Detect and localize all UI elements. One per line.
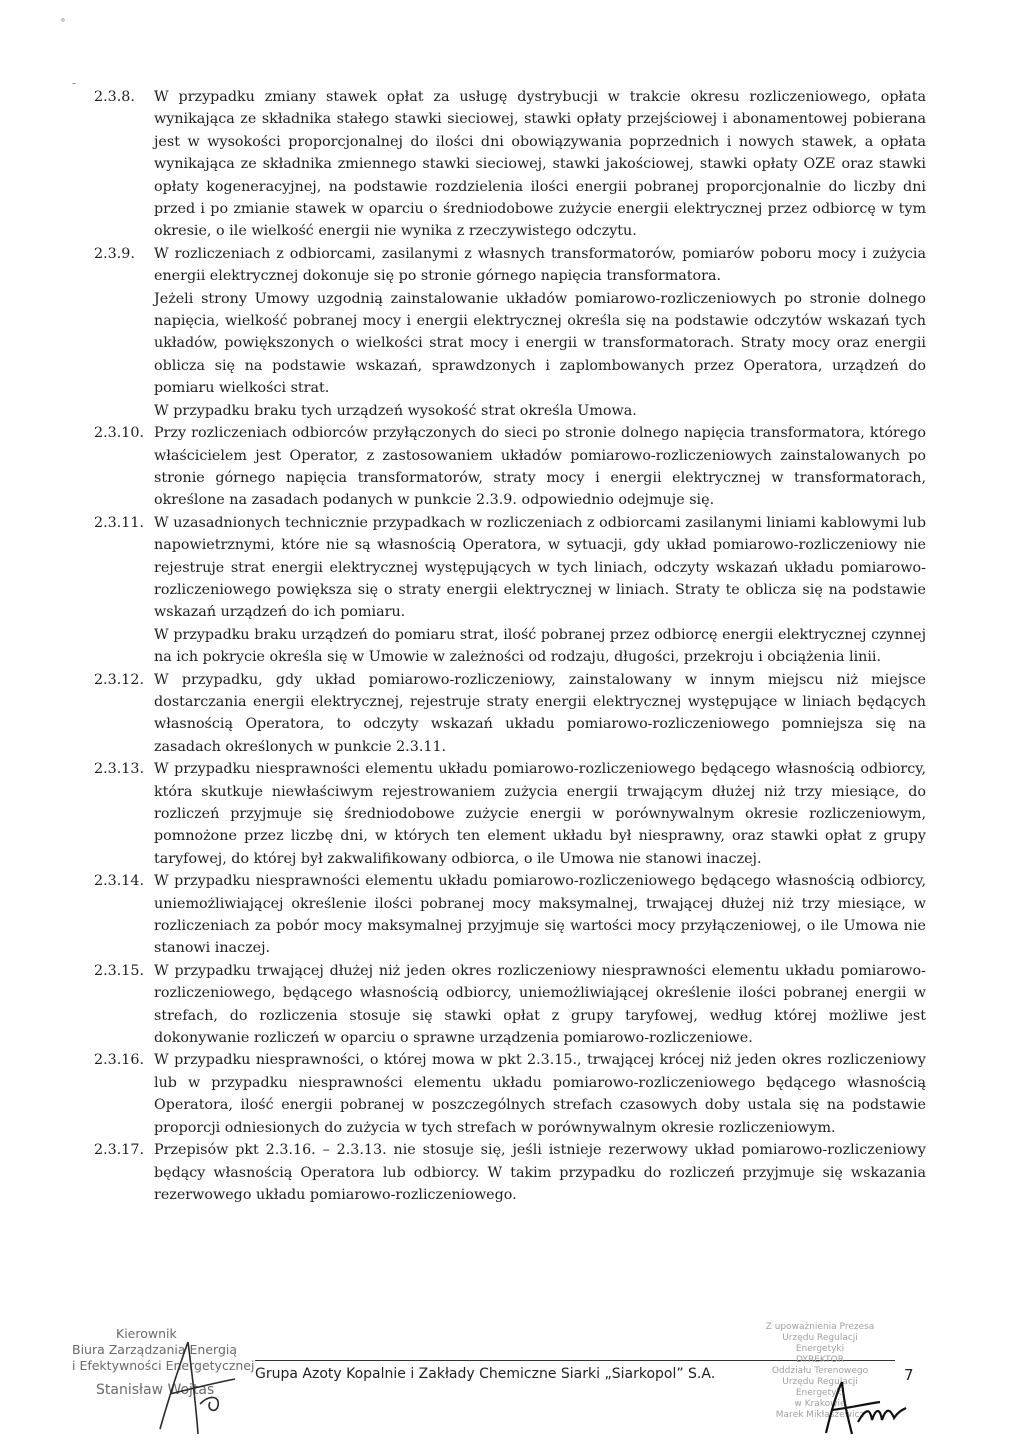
stamp-department-2: i Efektywności Energetycznej — [72, 1358, 255, 1373]
paragraph-text: W przypadku niesprawności elementu układu pomiarowo-rozliczeniowego będącego własnością odbiorcy, uniemożliwiającej określenie ilości pobranej mocy maksymalnej, trwającej dłużej niż trzy miesiące, w rozliczeniach za pobór mocy maksymalnej przyjmuje się wartości mocy przyłączeniowej, o ile Umowa nie stanowi inaczej. — [154, 873, 926, 957]
section-item — [94, 870, 926, 960]
stamp-line: Marek Mikłaszewicz — [775, 1410, 865, 1420]
section-number: 2.3.11. — [94, 514, 145, 531]
page-number: 7 — [904, 1366, 914, 1384]
section-text — [154, 1049, 926, 1139]
stamp-line: Z upoważnienia Prezesa — [765, 1322, 875, 1332]
stamp-line: Oddziału Terenowego — [771, 1366, 869, 1376]
section-text — [154, 422, 926, 512]
section-number: 2.3.8. — [94, 89, 135, 105]
section-number: 2.3.13. — [94, 761, 145, 778]
stamp-name: Stanisław Wojtas — [96, 1382, 215, 1398]
section-number: 2.3.9. — [94, 245, 135, 262]
paragraph-text: W przypadku zmiany stawek opłat za usługę dystrybucji w trakcie okresu rozliczeniowego, opłata wynikająca ze składnika stałego stawki sieciowej, stawki opłaty przejściowej i abonamentowej pobierana jest w wysokości proporcjonalnej do ilości dni obowiązywania poprzednich i nowych stawek, a opłata wynikająca ze składnika zmiennego stawki sieciowej, stawki jakościowej, stawki opłaty OZE oraz stawki opłaty kogeneracyjnej, na podstawie rozdzielenia ilości energii pobranej proporcjonalnie do liczby dni przed i po zmianie stawek w oparciu o średniodobowe zużycie energii elektrycznej przez odbiorcę w tym okresie, o ile wielkość energii nie wynika z rzeczywistego odczytu. — [154, 89, 926, 240]
section-item — [94, 422, 926, 512]
section-text — [154, 960, 926, 1050]
section-text — [154, 243, 926, 422]
section-item — [94, 1049, 926, 1139]
left-signature — [140, 1334, 250, 1440]
document-body — [94, 86, 926, 1206]
footer-company: Grupa Azoty Kopalnie i Zakłady Chemiczne Siarki „Siarkopol” S.A. — [255, 1366, 716, 1382]
section-text — [154, 669, 926, 759]
section-item — [94, 512, 926, 669]
section-text — [154, 86, 926, 243]
section-text — [154, 512, 926, 669]
paragraph-text: W uzasadnionych technicznie przypadkach w rozliczeniach z odbiorcami zasilanymi liniami kablowymi lub napowietrznymi, które nie są własnością Operatora, w sytuacji, gdy układ pomiarowo-rozliczeniowy nie rejestruje strat energii elektrycznej występujących w tych liniach, odczyty wskazań układu pomiarowo-rozliczeniowego powiększa się o straty energii elektrycznej w liniach. Straty te oblicza się na podstawie wskazań urządzeń do ich pomiaru. — [154, 514, 926, 621]
scan-marks: ˚ - — [60, 18, 77, 90]
paragraph-text: W przypadku trwającej dłużej niż jeden okres rozliczeniowy niesprawności elementu układu pomiarowo-rozliczeniowego, będącego własnością odbiorcy, uniemożliwiającej określenie ilości pobranej energii w strefach, do rozliczenia stosuje się stawki opłat z grupy taryfowej, według której możliwe jest dokonywanie rozliczeń w oparciu o sprawne urządzenia pomiarowo-rozliczeniowe. — [154, 962, 926, 1047]
paragraph-text: W przypadku, gdy układ pomiarowo-rozliczeniowy, zainstalowany w innym miejscu niż miejsce dostarczania energii elektrycznej, rejestruje straty energii elektrycznej występujące w liniach będących własnością Operatora, to odczyty wskazań układu pomiarowo-rozliczeniowego pomniejsza się na zasadach określonych w punkcie 2.3.11. — [154, 671, 926, 755]
paragraph-text: Jeżeli strony Umowy uzgodnią zainstalowanie układów pomiarowo-rozliczeniowych po stronie dolnego napięcia, wielkość pobranej mocy i energii elektrycznej określa się na podstawie odczytów wskazań tych układów, powiększonych o wielkości strat mocy i energii w transformatorach. Straty mocy oraz energii oblicza się na podstawie wskazań, sprawdzonych i zaplombowanych przez Operatora, urządzeń do pomiaru wielkości strat. — [154, 290, 926, 397]
paragraph-text: Przy rozliczeniach odbiorców przyłączonych do sieci po stronie dolnego napięcia transformatora, którego właścicielem jest Operator, z zastosowaniem układów pomiarowo-rozliczeniowych zainstalowanych po stronie górnego napięcia transformatorów, straty mocy i energii elektrycznej w transformatorach, określone na zasadach podanych w punkcie 2.3.9. odpowiednio odejmuje się. — [154, 425, 926, 509]
section-number: 2.3.10. — [94, 425, 145, 442]
stamp-line: DYREKTOR — [796, 1355, 844, 1365]
stamp-line: w Krakowie — [794, 1399, 846, 1409]
section-number: 2.3.14. — [94, 873, 145, 890]
section-item — [94, 243, 926, 422]
stamp-line: Urzędu Regulacji Energetyki — [782, 1333, 858, 1354]
stamp-title: Kierownik — [116, 1326, 177, 1341]
section-text — [154, 758, 926, 870]
section-item — [94, 86, 926, 243]
section-number: 2.3.12. — [94, 671, 145, 688]
paragraph-text: W przypadku braku tych urządzeń wysokość strat określa Umowa. — [154, 402, 637, 419]
section-item — [94, 758, 926, 870]
section-text — [154, 1139, 926, 1206]
paragraph-text: W przypadku niesprawności, o której mowa w pkt 2.3.15., trwającej krócej niż jeden okres rozliczeniowy lub w przypadku niesprawności elementu układu pomiarowo-rozliczeniowego będącego własnością Operatora, ilość energii pobranej w poszczególnych strefach czasowych doby ustala się na podstawie proporcji odniesionych do zużycia w tych strefach w porównywalnym okresie rozliczeniowym. — [154, 1052, 926, 1136]
section-number: 2.3.17. — [94, 1142, 145, 1159]
section-item — [94, 1139, 926, 1206]
paragraph-text: Przepisów pkt 2.3.16. – 2.3.13. nie stosuje się, jeśli istnieje rezerwowy układ pomiarowo-rozliczeniowy będący własnością Operatora lub odbiorcy. W takim przypadku do rozliczeń przyjmuje się wskazania rezerwowego układu pomiarowo-rozliczeniowego. — [154, 1142, 926, 1203]
section-item — [94, 960, 926, 1050]
paragraph-text: W rozliczeniach z odbiorcami, zasilanymi z własnych transformatorów, pomiarów poboru mocy i zużycia energii elektrycznej dokonuje się po stronie górnego napięcia transformatora. — [154, 245, 926, 285]
section-item — [94, 669, 926, 759]
right-signature — [818, 1378, 908, 1440]
section-number: 2.3.15. — [94, 962, 145, 979]
paragraph-text: W przypadku braku urządzeń do pomiaru strat, ilość pobranej przez odbiorcę energii elektrycznej czynnej na ich pokrycie określa się w Umowie w zależności od rodzaju, długości, przekroju i obciążenia linii. — [154, 626, 926, 666]
stamp-line: Urzędu Regulacji Energetyki — [782, 1377, 858, 1398]
stamp-department: Biura Zarządzania Energią — [72, 1342, 238, 1357]
section-number: 2.3.16. — [94, 1052, 145, 1069]
paragraph-text: W przypadku niesprawności elementu układu pomiarowo-rozliczeniowego będącego własnością odbiorcy, która skutkuje niewłaściwym rejestrowaniem zużycia energii trwającym dłużej niż trzy miesiące, do rozliczeń przyjmuje się średniodobowe zużycie energii w porównywalnym okresie rozliczeniowym, pomnożone przez liczbę dni, w których ten element układu był niesprawny, oraz stawki opłat z grupy taryfowej, do której był zakwalifikowany odbiorca, o ile Umowa nie stanowi inaczej. — [154, 761, 926, 867]
section-text — [154, 870, 926, 960]
